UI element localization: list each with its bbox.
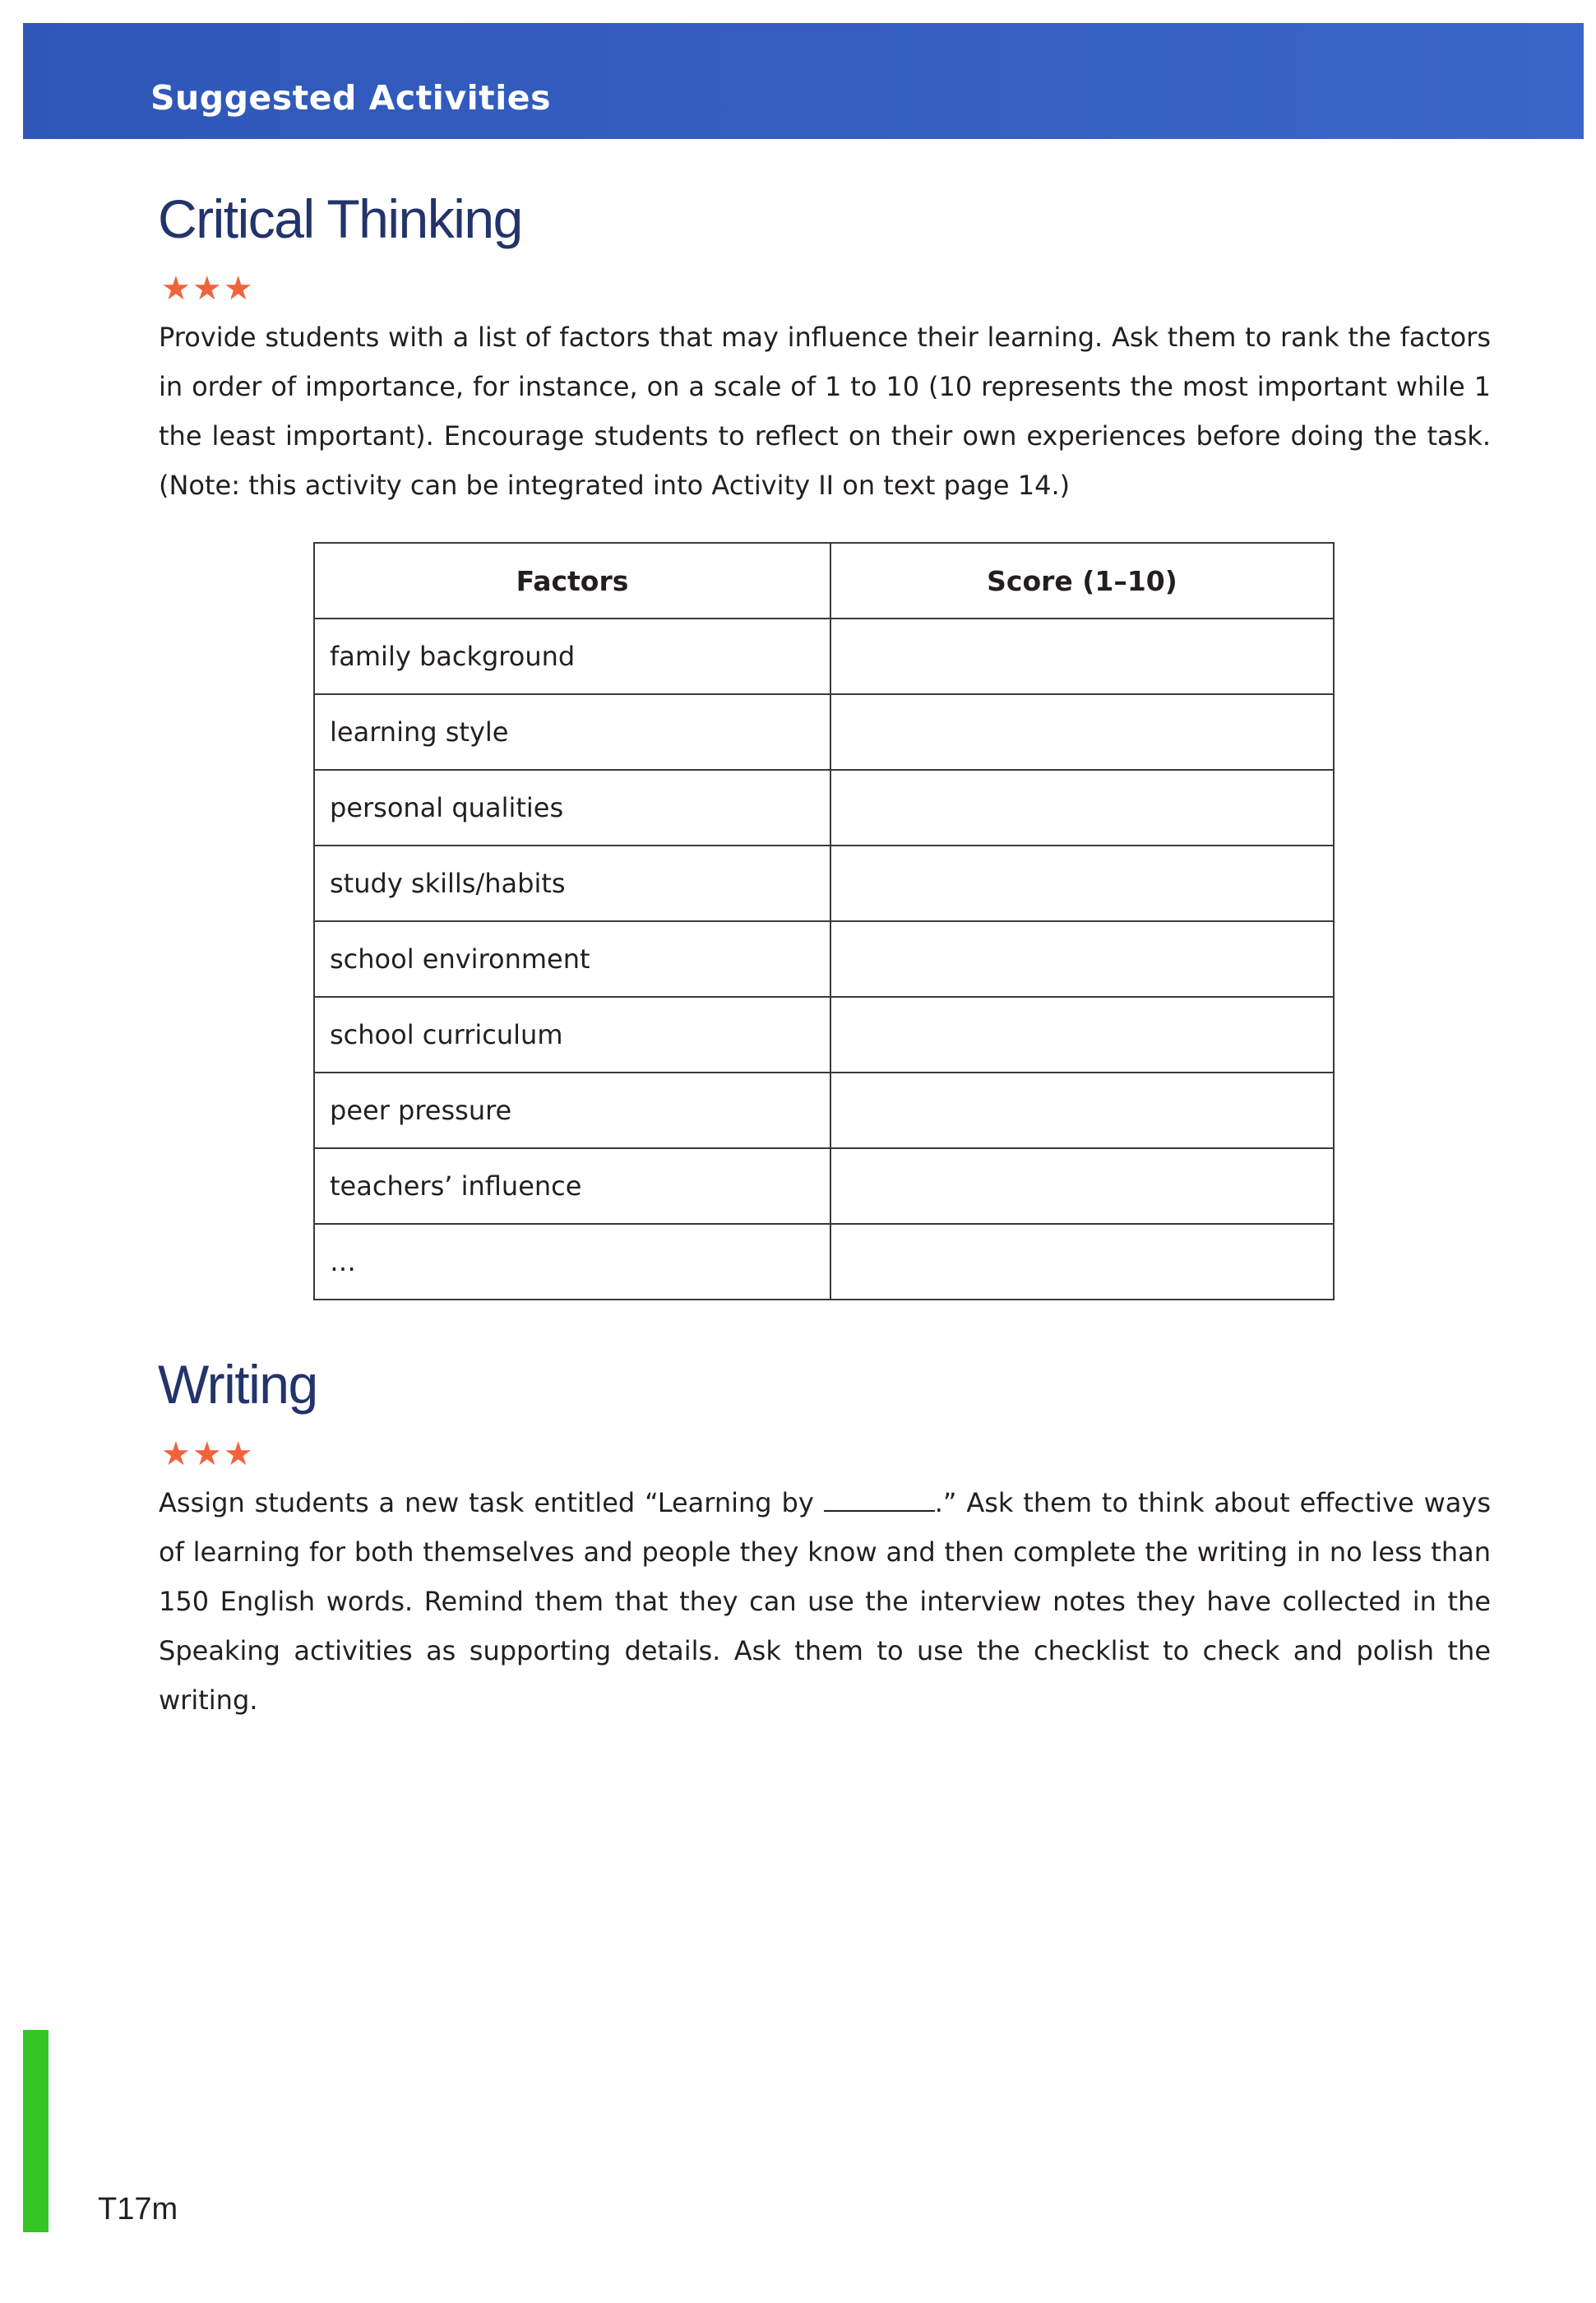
table-row (314, 619, 1334, 694)
factor-cell: school environment (314, 921, 830, 997)
header-title: Suggested Activities (150, 78, 551, 118)
score-cell (830, 1073, 1334, 1148)
table-header-row (314, 543, 1334, 619)
critical-thinking-paragraph: Provide students with a list of factors that may influence their learning. Ask them to rank the factors in order of importance, for instance, on a scale of 1 to 10 (10 represents the most important while 1 the least important). Encourage students to reflect on their own experiences before doing the task. (Note: this activity can be integrated into Activity II on text page 14.) (159, 322, 1491, 501)
score-cell (830, 846, 1334, 921)
table-row (314, 1073, 1334, 1148)
table-row (314, 1148, 1334, 1224)
table-row (314, 846, 1334, 921)
factor-cell: study skills/habits (314, 846, 830, 921)
score-cell (830, 770, 1334, 846)
score-cell (830, 619, 1334, 694)
writing-title: Writing (158, 1354, 317, 1415)
score-cell (830, 694, 1334, 770)
writing-stars-icon: ★★★ (161, 1435, 255, 1473)
critical-thinking-title: Critical Thinking (158, 188, 522, 249)
page-number: T17m (98, 2192, 178, 2227)
score-cell (830, 921, 1334, 997)
critical-thinking-stars-icon: ★★★ (161, 270, 255, 308)
table-row (314, 694, 1334, 770)
factor-cell: personal qualities (314, 770, 830, 846)
column-header-score: Score (1–10) (830, 543, 1334, 619)
writing-text-before-blank: Assign students a new task entitled “Learning by (159, 1487, 824, 1518)
score-cell (830, 1224, 1334, 1300)
table-row (314, 770, 1334, 846)
fill-in-blank (824, 1487, 935, 1512)
table-row (314, 997, 1334, 1073)
factor-cell: family background (314, 619, 830, 694)
writing-text-after-blank: .” Ask them to think about effective ways of learning for both themselves and people they know and then complete the writing in no less than 150 English words. Remind them that they can use the interview notes they have collected in the Speaking activities as supporting details. Ask them to use the checklist to check and polish the writing. (159, 1487, 1492, 1716)
factor-cell: school curriculum (314, 997, 830, 1073)
table-row (314, 921, 1334, 997)
factor-cell: … (314, 1224, 830, 1300)
writing-paragraph (159, 1478, 1491, 1725)
score-cell (830, 1148, 1334, 1224)
factor-cell: learning style (314, 694, 830, 770)
column-header-factors: Factors (314, 543, 830, 619)
factors-table (313, 542, 1335, 1300)
factor-cell: peer pressure (314, 1073, 830, 1148)
score-cell (830, 997, 1334, 1073)
page-edge-accent (23, 2030, 49, 2232)
factor-cell: teachers’ influence (314, 1148, 830, 1224)
table-row (314, 1224, 1334, 1300)
